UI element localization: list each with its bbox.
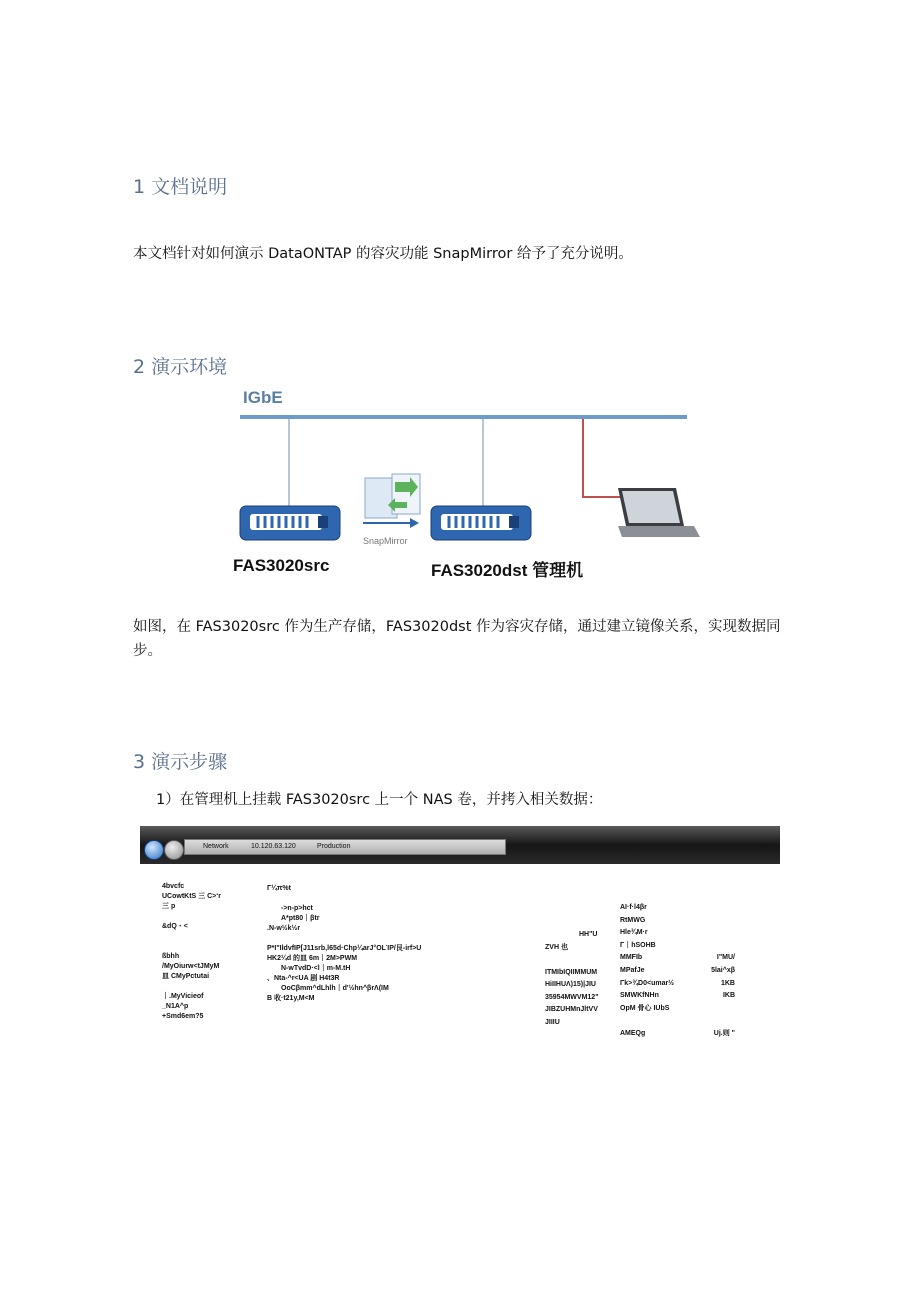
step-1-text: 1）在管理机上挂载 FAS3020src 上一个 NAS 卷，并拷入相关数据： xyxy=(156,792,603,808)
environment-paragraph: 如图，在 FAS3020src 作为生产存储，FAS3020dst 作为容灾存储，通过建立镜像关系，实现数据同步。 xyxy=(133,619,781,659)
mgmt-link xyxy=(583,419,621,497)
breadcrumb-network[interactable]: Network xyxy=(203,843,229,850)
dst-storage-label: FAS3020dst 管理机 xyxy=(431,561,584,580)
network-bus xyxy=(240,415,687,419)
snapmirror-label: SnapMirror xyxy=(363,536,408,546)
forward-icon[interactable] xyxy=(164,840,184,860)
address-field[interactable] xyxy=(184,839,506,855)
breadcrumb-host[interactable]: 10.120.63.120 xyxy=(251,843,296,850)
explorer-address-bar xyxy=(140,826,780,864)
network-label: IGbE xyxy=(243,388,283,407)
doc-desc-paragraph: 本文档针对如何演示 DataONTAP 的容灾功能 SnapMirror 给予了充分说明。 xyxy=(133,246,633,262)
explorer-sizes: I"MU/ 5lai^xβ 1KB IKB Uj.则 " xyxy=(711,954,735,1037)
storage-src-icon xyxy=(240,506,340,540)
explorer-dates: HH"U ZVH 也 ITMIbIQIIMMUM HiIIHUΛ)15)|JIU 35954MWVM12" JIBZUHMnJltVV JIIIU xyxy=(545,931,599,1026)
explorer-file-names: Γ¼π%t ->n-p>hct A*pt80｜βtr .N-w½k½r P*I"IldvfIP[J11srb,l65d·Chp¼arJ°OLΊP/艮-irf>U HK2¼d 的皿 6m｜2M>PWM N-wTvdD·<l｜m-M.tH 、Nta-^r<UA 剧 H4t3R OoCβmm^dLhlh｜d'½hn^βrΛ(IM B 收·t21y,M<M xyxy=(267,885,422,1002)
explorer-types: AI·f·l4βr RtMWG Hle¾M·r Γ｜hSOHB MMFIb MPafJe Γk>¾D0<umar½ SMWKfNHn OpM 骨心 IUbS AMEQg xyxy=(620,904,675,1037)
heading-environment: 2 演示环境 xyxy=(133,356,228,378)
src-storage-label: FAS3020src xyxy=(233,556,330,575)
snapmirror-icon xyxy=(365,474,420,518)
laptop-icon xyxy=(618,488,700,537)
explorer-nav-pane: 4bvcfc UCowtKtS 三 C>‘r 三 p &dQ・< ßbhh /MyOiurw<tJMyM 皿 CMyPctutai ｜.MyVicieof _N1A^p +Smd6em?5 xyxy=(162,883,221,1020)
heading-doc-desc: 1 文档说明 xyxy=(133,176,228,198)
replication-arrow-icon xyxy=(363,518,419,528)
storage-dst-icon xyxy=(431,506,531,540)
heading-steps: 3 演示步骤 xyxy=(133,751,228,773)
breadcrumb-share[interactable]: Production xyxy=(317,843,351,850)
back-icon[interactable] xyxy=(144,840,164,860)
explorer-screenshot xyxy=(140,826,780,1076)
environment-diagram xyxy=(0,0,920,600)
